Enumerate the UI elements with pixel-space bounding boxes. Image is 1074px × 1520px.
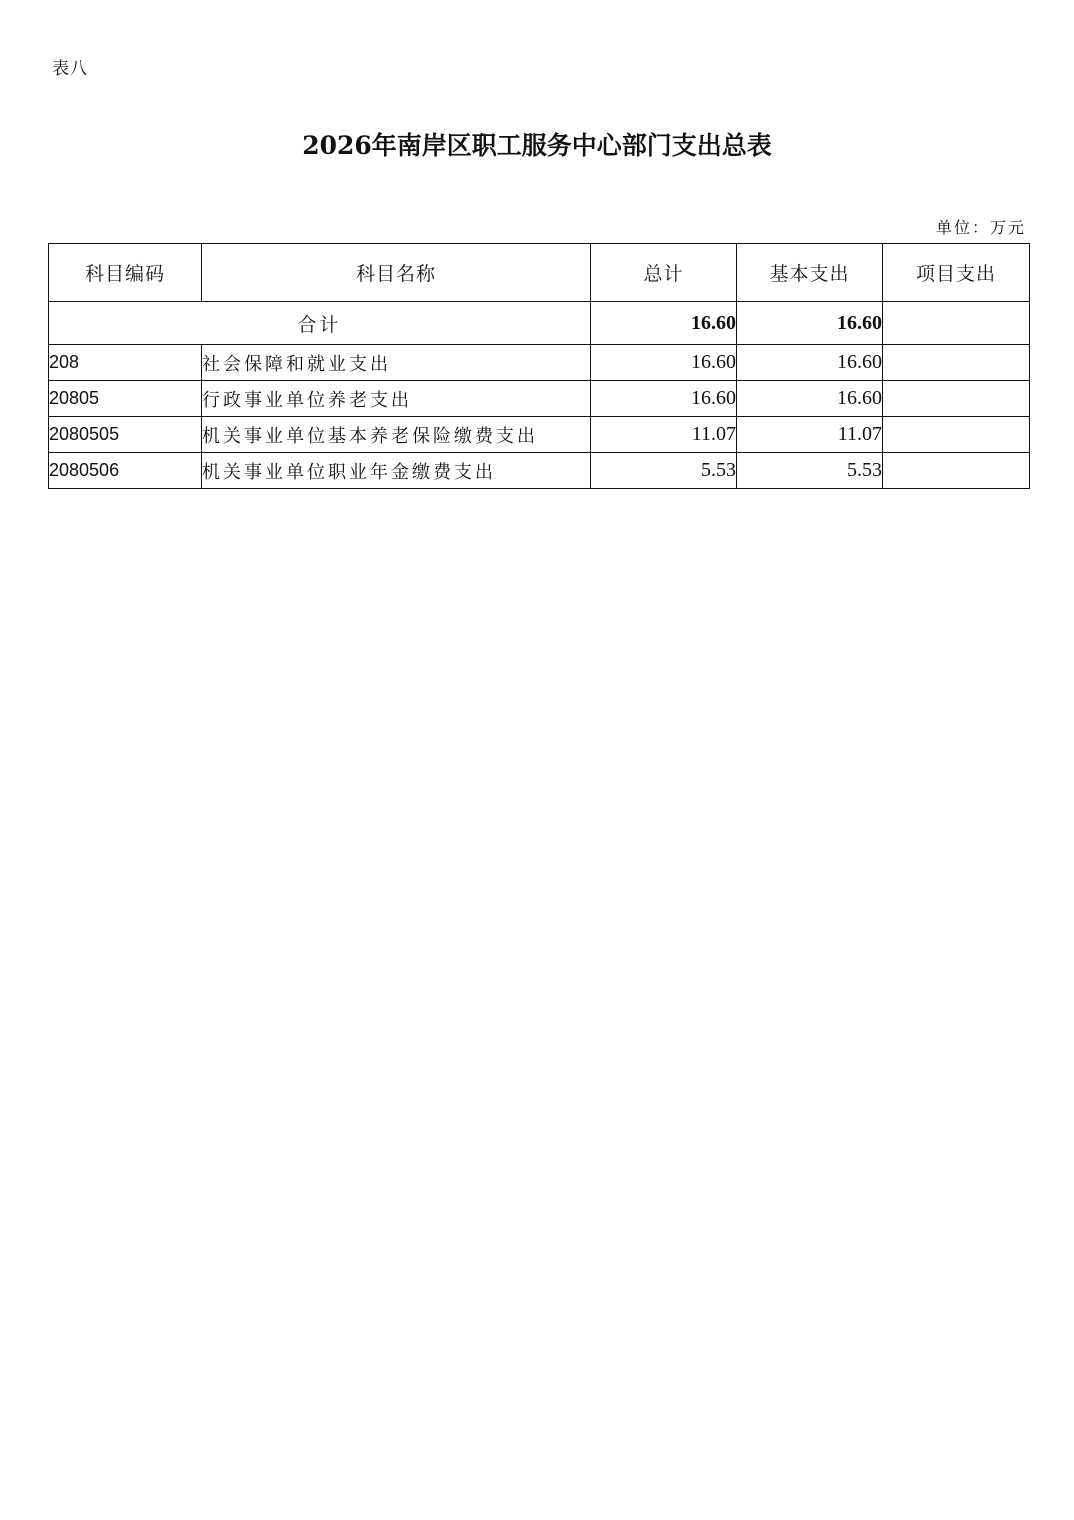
total-total: 16.60 <box>591 302 737 345</box>
table-number-label: 表八 <box>52 59 88 79</box>
row-project <box>883 417 1030 453</box>
table-row <box>49 453 1030 489</box>
header-project: 项目支出 <box>883 244 1030 302</box>
unit-note: 单位：万元 <box>935 218 1026 237</box>
row-project <box>883 453 1030 489</box>
row-name: 机关事业单位职业年金缴费支出 <box>202 453 591 489</box>
total-basic: 16.60 <box>737 302 883 345</box>
header-code: 科目编码 <box>49 244 202 302</box>
row-project <box>883 345 1030 381</box>
row-code: 208 <box>49 345 202 381</box>
row-total: 16.60 <box>591 381 737 417</box>
row-code: 2080506 <box>49 453 202 489</box>
total-label: 合计 <box>49 302 591 345</box>
row-basic: 5.53 <box>737 453 883 489</box>
row-code: 20805 <box>49 381 202 417</box>
row-basic: 16.60 <box>737 345 883 381</box>
table-row <box>49 417 1030 453</box>
row-name: 行政事业单位养老支出 <box>202 381 591 417</box>
row-total: 11.07 <box>591 417 737 453</box>
row-basic: 16.60 <box>737 381 883 417</box>
row-basic: 11.07 <box>737 417 883 453</box>
row-total: 16.60 <box>591 345 737 381</box>
row-name: 机关事业单位基本养老保险缴费支出 <box>202 417 591 453</box>
row-code: 2080505 <box>49 417 202 453</box>
header-name: 科目名称 <box>202 244 591 302</box>
header-total: 总计 <box>591 244 737 302</box>
total-project <box>883 302 1030 345</box>
table-row <box>49 381 1030 417</box>
table-row <box>49 345 1030 381</box>
page-title: 2026年南岸区职工服务中心部门支出总表 <box>302 131 772 160</box>
expenditure-table <box>48 243 1030 489</box>
total-row <box>49 302 1030 345</box>
row-project <box>883 381 1030 417</box>
row-name: 社会保障和就业支出 <box>202 345 591 381</box>
row-total: 5.53 <box>591 453 737 489</box>
table-header-row <box>49 244 1030 302</box>
header-basic: 基本支出 <box>737 244 883 302</box>
